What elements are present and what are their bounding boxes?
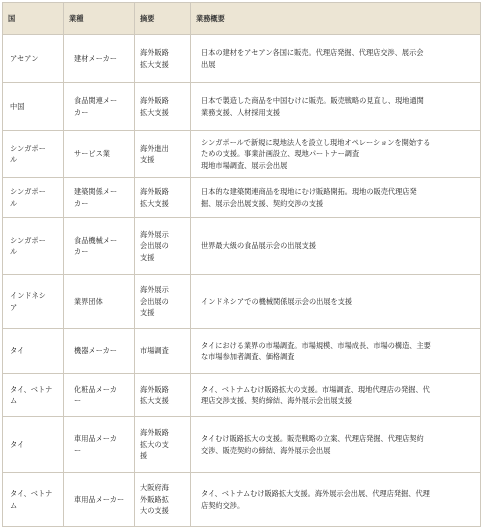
- cell-country: タイ、ベトナム: [3, 473, 64, 527]
- cell-detail: 日本的な建築関連商品を現地にむけ販路開拓。現地の販売代理店発 掘、展示会出展支援、契約交渉の支援: [191, 178, 481, 218]
- table-row: [3, 218, 481, 275]
- cell-summary: 海外販路 拡大の支 援: [135, 417, 191, 473]
- cell-industry: 車用品メーカー: [64, 473, 135, 527]
- cell-country: タイ: [3, 417, 64, 473]
- cell-summary: 大阪府海 外販路拡 大の支援: [135, 473, 191, 527]
- header-country: 国: [3, 3, 64, 35]
- table-container: [2, 2, 480, 527]
- cell-industry: 食品関連メー カー: [64, 83, 135, 131]
- cell-industry: 建材メーカー: [64, 35, 135, 83]
- cell-country: タイ、ベトナ ム: [3, 374, 64, 417]
- table-row: [3, 329, 481, 374]
- header-industry: 業種: [64, 3, 135, 35]
- header-summary: 摘要: [135, 3, 191, 35]
- cell-detail: タイ、ベトナムむけ販路拡大支援。海外展示会出展、代理店発掘、代理 店契約交渉。: [191, 473, 481, 527]
- cell-summary: 海外販路 拡大支援: [135, 178, 191, 218]
- cell-industry: 車用品メーカ ー: [64, 417, 135, 473]
- table-row: [3, 178, 481, 218]
- cell-detail: タイにおける業界の市場調査。市場規模、市場成長、市場の構造、主要 な市場参加者調査、価格調査: [191, 329, 481, 374]
- cell-country: インドネシ ア: [3, 275, 64, 329]
- cell-industry: 食品機械メー カー: [64, 218, 135, 275]
- cell-industry: 建築関係メー カー: [64, 178, 135, 218]
- cell-summary: 海外販路 拡大支援: [135, 374, 191, 417]
- table-row: [3, 473, 481, 527]
- table-row: [3, 417, 481, 473]
- cell-summary: 海外展示 会出展の 支援: [135, 275, 191, 329]
- header-detail: 業務概要: [191, 3, 481, 35]
- cell-country: シンガポー ル: [3, 218, 64, 275]
- cell-summary: 海外販路 拡大支援: [135, 83, 191, 131]
- cell-country: タイ: [3, 329, 64, 374]
- cell-industry: サービス業: [64, 131, 135, 178]
- cell-summary: 海外進出 支援: [135, 131, 191, 178]
- table-row: [3, 131, 481, 178]
- cell-country: シンガポー ル: [3, 131, 64, 178]
- table-row: [3, 374, 481, 417]
- cell-industry: 機器メーカー: [64, 329, 135, 374]
- cell-industry: 化粧品メーカ ー: [64, 374, 135, 417]
- cell-summary: 海外展示 会出展の 支援: [135, 218, 191, 275]
- cell-country: 中国: [3, 83, 64, 131]
- cell-summary: 市場調査: [135, 329, 191, 374]
- cell-country: アセアン: [3, 35, 64, 83]
- cell-detail: タイむけ販路拡大の支援。販売戦略の立案、代理店発掘、代理店契約 交渉、販売契約の締結、海外展示会出展: [191, 417, 481, 473]
- cell-detail: タイ、ベトナムむけ販路拡大の支援。市場調査、現地代理店の発掘、代 理店交渉支援、契約締結、海外展示会出展支援: [191, 374, 481, 417]
- cell-detail: 日本で製造した商品を中国むけに販売。販売戦略の見直し、現地通関 業務支援、人材採用支援: [191, 83, 481, 131]
- cell-detail: インドネシアでの機械関係展示会の出展を支援: [191, 275, 481, 329]
- cell-industry: 業界団体: [64, 275, 135, 329]
- cell-detail: 日本の建材をアセアン各国に販売。代理店発掘、代理店交渉、展示会 出展: [191, 35, 481, 83]
- cell-detail: シンガポールで新規に現地法人を設立し現地オペレーションを開始する ための支援。事業計画設立、現地パートナー調査 現地市場調査、展示会出展: [191, 131, 481, 178]
- table-header-row: [3, 3, 481, 35]
- cell-detail: 世界最大級の食品展示会の出展支援: [191, 218, 481, 275]
- table-row: [3, 275, 481, 329]
- table-row: [3, 35, 481, 83]
- cell-summary: 海外販路 拡大支援: [135, 35, 191, 83]
- cell-country: シンガポー ル: [3, 178, 64, 218]
- business-table: [2, 2, 481, 527]
- table-row: [3, 83, 481, 131]
